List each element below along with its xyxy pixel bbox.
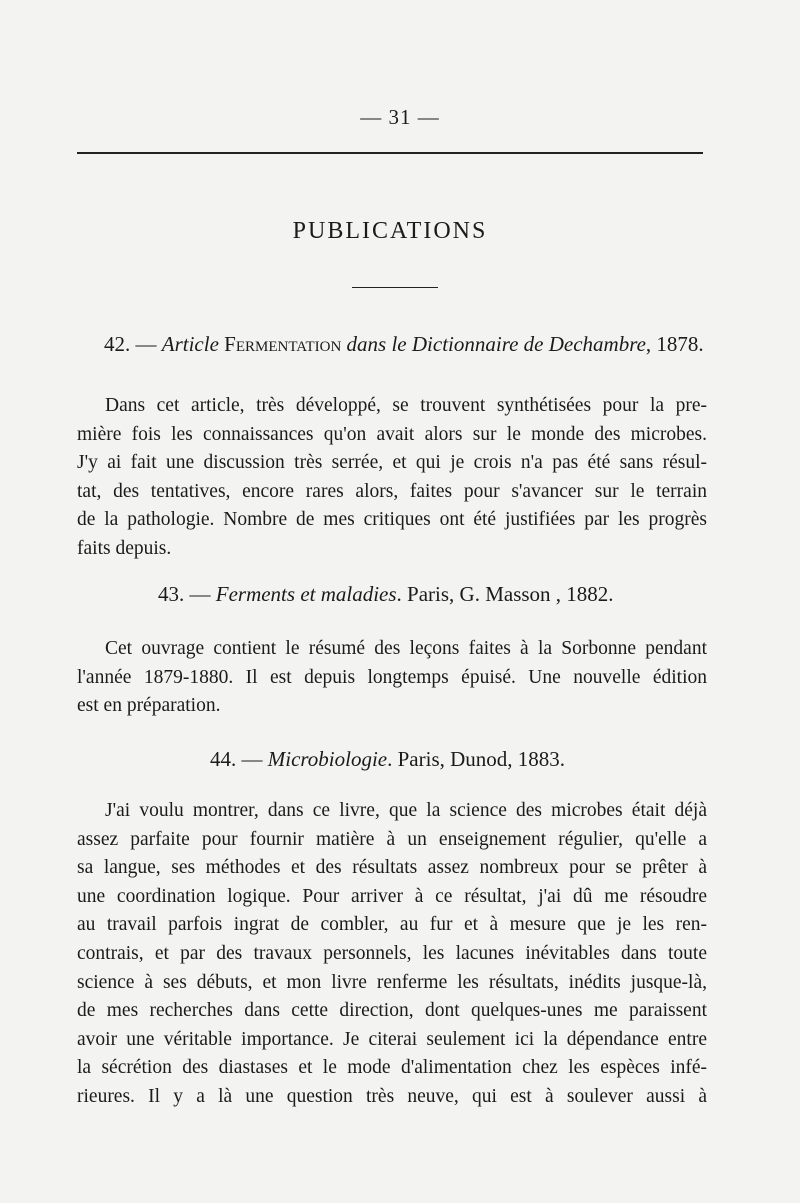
entry-title: Ferments et maladies: [215, 582, 397, 606]
entry-number: 43. —: [158, 582, 216, 606]
body-line: la sécrétion des diastases et le mode d'alimentation chez les espèces infé-: [77, 1057, 707, 1079]
body-line: tat, des tentatives, encore rares alors, faites pour s'avancer sur le terrain: [77, 480, 707, 502]
body-line: contrais, et par des travaux personnels, les lacunes inévitables dans toute: [77, 942, 707, 964]
entry-title: Microbiologie: [267, 747, 388, 771]
body-line: Dans cet article, très développé, se trouvent synthétisées pour la pre-: [105, 395, 707, 416]
body-line: au travail parfois ingrat de combler, au fur et à mesure que je les ren-: [77, 914, 707, 936]
entry-43-body: [77, 635, 707, 721]
body-line: Cet ouvrage contient le résumé des leçons faites à la Sorbonne pendant: [105, 638, 707, 659]
body-line: faits depuis.: [77, 537, 172, 559]
body-line: mière fois les connaissances qu'on avait alors sur le monde des microbes.: [77, 423, 707, 445]
heading-rule: [352, 287, 438, 288]
page-number: — 31 —: [360, 105, 440, 129]
entry-44-body: [77, 797, 707, 1112]
body-line: J'ai voulu montrer, dans ce livre, que la science des microbes était déjà: [105, 800, 707, 821]
entry-number: 44. —: [210, 747, 268, 771]
entry-44-heading: [210, 747, 565, 772]
entry-43-heading: [158, 582, 614, 607]
header-rule: [77, 152, 703, 154]
body-line: de la pathologie. Nombre de mes critiques ont été justifiées par les progrès: [77, 509, 707, 531]
body-line: de mes recherches dans cette direction, dont quelques-unes me paraissent: [77, 1000, 707, 1022]
entry-tail: , 1878.: [645, 332, 704, 356]
body-line: une coordination logique. Pour arriver à ce résultat, j'ai dû me résoudre: [77, 885, 707, 907]
entry-42-heading: [104, 332, 704, 357]
body-line: science à ses débuts, et mon livre renferme les résultats, inédits jusque-là,: [77, 971, 707, 993]
entry-title-smallcaps: Fermentation: [224, 332, 342, 356]
entry-tail: . Paris, G. Masson , 1882.: [396, 582, 614, 606]
body-line: avoir une véritable importance. Je citerai seulement ici la dépendance entre: [77, 1028, 707, 1050]
body-line: est en préparation.: [77, 695, 221, 717]
body-line: sa langue, ses méthodes et des résultats assez nombreux pour se prêter à: [77, 857, 707, 879]
section-heading: PUBLICATIONS: [292, 218, 488, 244]
entry-title-part: dans le Dictionnaire de Dechambre: [346, 332, 646, 356]
entry-tail: . Paris, Dunod, 1883.: [387, 747, 566, 771]
body-line: rieures. Il y a là une question très neuve, qui est à soulever aussi à: [77, 1085, 707, 1107]
body-line: J'y ai fait une discussion très serrée, et qui je crois n'a pas été sans résul-: [77, 452, 707, 474]
body-line: assez parfaite pour fournir matière à un enseignement régulier, qu'elle a: [77, 828, 707, 850]
body-line: l'année 1879-1880. Il est depuis longtemps épuisé. Une nouvelle édition: [77, 666, 707, 688]
entry-title-part: Article: [161, 332, 219, 356]
entry-42-body: [77, 392, 707, 564]
entry-number: 42. —: [104, 332, 162, 356]
